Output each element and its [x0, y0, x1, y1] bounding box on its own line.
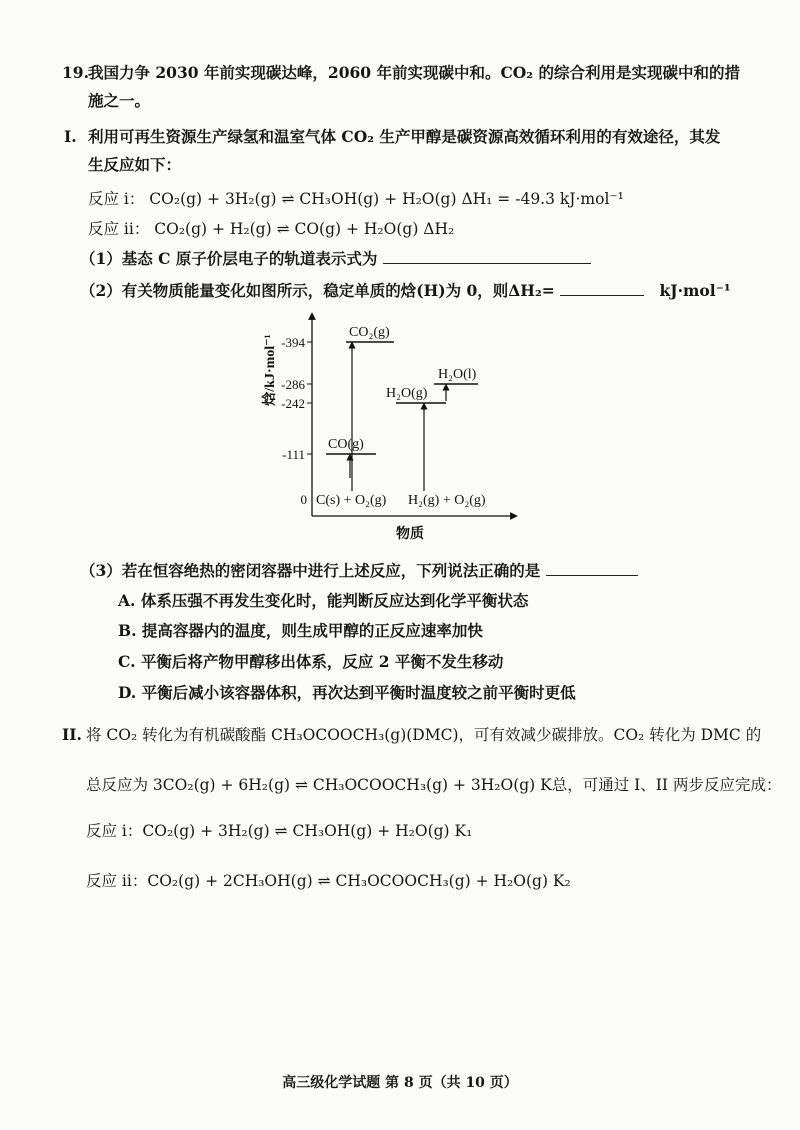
option-b[interactable]: B. 提高容器内的温度，则生成甲醇的正反应速率加快	[118, 621, 483, 640]
question-intro-line-1: 我国力争 2030 年前实现碳达峰，2060 年前实现碳中和。CO₂ 的综合利用是实现碳中和的措	[88, 63, 740, 82]
sub-question-1	[80, 248, 591, 270]
part1-intro-line-2: 生反应如下：	[88, 155, 182, 174]
part2-line-2: 总反应为 3CO₂(g) + 6H₂(g) ⇌ CH₃OCOOCH₃(g) + 3H₂O(g) K总，可通过 I、II 两步反应完成：	[86, 776, 782, 794]
x-axis-label: 物质	[396, 527, 424, 542]
option-c[interactable]: C. 平衡后将产物甲醇移出体系，反应 2 平衡不发生移动	[118, 652, 504, 671]
sub-question-2-unit: kJ·mol⁻¹	[659, 281, 731, 300]
answer-blank-2[interactable]	[560, 280, 644, 296]
part1-reaction-i: 反应 i： CO₂(g) + 3H₂(g) ⇌ CH₃OH(g) + H₂O(g) ΔH₁ = -49.3 kJ·mol⁻¹	[88, 190, 624, 208]
label-co2: CO₂(g)	[349, 325, 390, 340]
answer-blank-3[interactable]	[546, 560, 638, 576]
tick-label: -242	[281, 396, 305, 411]
part1-intro-line-1: 利用可再生资源生产绿氢和温室气体 CO₂ 生产甲醇是碳资源高效循环利用的有效途径，其发	[88, 127, 721, 146]
tick-label: -286	[281, 377, 305, 392]
part1-label: I.	[64, 127, 77, 146]
label-co: CO(g)	[328, 437, 364, 452]
part1-reaction-ii: 反应 ii： CO₂(g) + H₂(g) ⇌ CO(g) + H₂O(g) ΔH₂	[88, 220, 455, 238]
option-a[interactable]: A. 体系压强不再发生变化时，能判断反应达到化学平衡状态	[118, 591, 529, 610]
label-h2-o2: H₂(g) + O₂(g)	[408, 493, 486, 508]
question-number: 19.	[62, 63, 89, 82]
part2-label: II.	[62, 725, 82, 744]
sub-question-2	[80, 280, 731, 302]
label-c-o2: C(s) + O₂(g)	[316, 493, 387, 508]
sub-question-3-text: （3）若在恒容绝热的密闭容器中进行上述反应，下列说法正确的是	[80, 561, 541, 580]
question-intro-line-2: 施之一。	[88, 91, 151, 110]
part2-reaction-ii: 反应 ii：CO₂(g) + 2CH₃OH(g) ⇌ CH₃OCOOCH₃(g) + H₂O(g) K₂	[86, 872, 571, 890]
energy-diagram	[250, 308, 530, 548]
sub-question-3	[80, 560, 638, 582]
option-d[interactable]: D. 平衡后减小该容器体积，再次达到平衡时温度较之前平衡时更低	[118, 683, 576, 702]
tick-label: -111	[282, 447, 305, 462]
y-axis-label: 焓/kJ·mol⁻¹	[263, 334, 278, 406]
part2-reaction-i: 反应 i：CO₂(g) + 3H₂(g) ⇌ CH₃OH(g) + H₂O(g) K₁	[86, 822, 473, 840]
page-footer: 高三级化学试题 第 8 页（共 10 页）	[282, 1075, 518, 1091]
answer-blank-1[interactable]	[383, 248, 591, 264]
tick-label: -394	[281, 335, 305, 350]
sub-question-1-text: （1）基态 C 原子价层电子的轨道表示式为	[80, 249, 378, 268]
label-h2o-l: H₂O(l)	[438, 367, 477, 382]
label-h2o-g: H₂O(g)	[386, 386, 428, 401]
part2-line-1: 将 CO₂ 转化为有机碳酸酯 CH₃OCOOCH₃(g)(DMC)，可有效减少碳排放。CO₂ 转化为 DMC 的	[86, 726, 762, 744]
tick-label: 0	[300, 492, 307, 507]
sub-question-2-text: （2）有关物质能量变化如图所示，稳定单质的焓(H)为 0，则ΔH₂=	[80, 281, 555, 300]
